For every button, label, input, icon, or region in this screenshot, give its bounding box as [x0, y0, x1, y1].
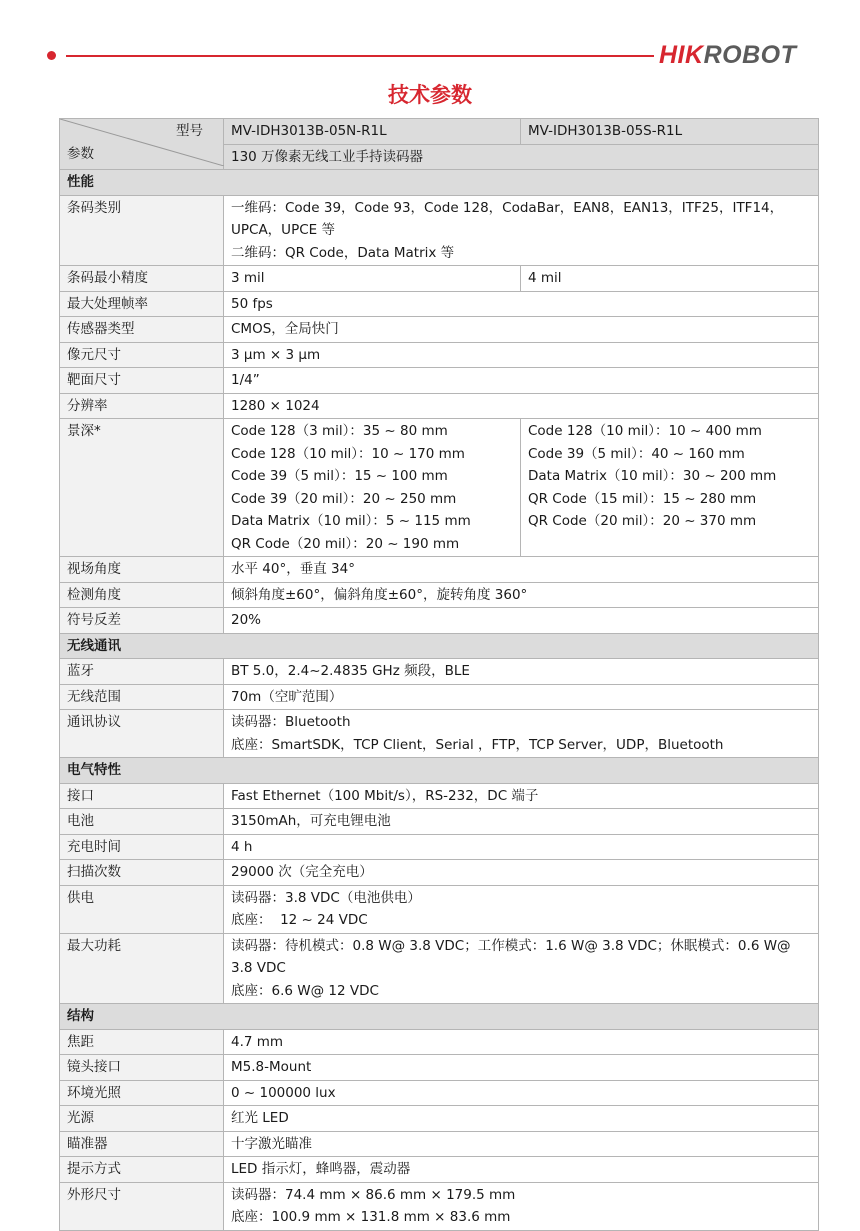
row-value: 倾斜角度±60°，偏斜角度±60°，旋转角度 360°	[224, 582, 819, 608]
table-row	[60, 266, 819, 292]
corner-param-label: 参数	[67, 145, 94, 162]
row-value: 3 μm × 3 μm	[224, 342, 819, 368]
row-value: 4.7 mm	[224, 1029, 819, 1055]
row-value: 0 ~ 100000 lux	[224, 1080, 819, 1106]
row-value-b: 4 mil	[521, 266, 819, 292]
row-value-a: Code 128（3 mil）：35 ~ 80 mm Code 128（10 mil）：10 ~ 170 mm Code 39（5 mil）：15 ~ 100 mm Code 39（20 mil）：20 ~ 250 mm Data Matrix（10 mil）：5 ~ 115 mm QR Code（20 mil）：20 ~ 190 mm	[224, 419, 521, 557]
table-row	[60, 783, 819, 809]
table-row	[60, 885, 819, 933]
row-value: CMOS，全局快门	[224, 317, 819, 343]
table-row	[60, 860, 819, 886]
row-value: 红光 LED	[224, 1106, 819, 1132]
row-label: 电池	[60, 809, 224, 835]
table-row	[60, 317, 819, 343]
row-label: 条码最小精度	[60, 266, 224, 292]
hikrobot-logo: HIKROBOT	[659, 41, 797, 69]
row-value: 4 h	[224, 834, 819, 860]
table-row	[60, 710, 819, 758]
row-label: 传感器类型	[60, 317, 224, 343]
spec-table	[59, 118, 819, 1231]
row-label: 光源	[60, 1106, 224, 1132]
table-row	[60, 195, 819, 266]
row-value: 50 fps	[224, 291, 819, 317]
row-value: LED 指示灯，蜂鸣器，震动器	[224, 1157, 819, 1183]
table-row	[60, 809, 819, 835]
table-row	[60, 557, 819, 583]
row-label: 无线范围	[60, 684, 224, 710]
row-label: 条码类别	[60, 195, 224, 266]
section-structure: 结构	[60, 1004, 819, 1030]
row-value: 70m（空旷范围）	[224, 684, 819, 710]
table-row	[60, 1182, 819, 1230]
corner-model-label: 型号	[176, 123, 203, 139]
table-row	[60, 1055, 819, 1081]
row-label: 供电	[60, 885, 224, 933]
row-label: 环境光照	[60, 1080, 224, 1106]
row-label: 充电时间	[60, 834, 224, 860]
table-row	[60, 684, 819, 710]
row-label: 蓝牙	[60, 659, 224, 685]
row-label: 外形尺寸	[60, 1182, 224, 1230]
corner-header-cell	[60, 119, 224, 170]
row-value-a: 3 mil	[224, 266, 521, 292]
table-row	[60, 342, 819, 368]
model-b-name: MV-IDH3013B-05S-R1L	[521, 119, 819, 145]
row-label: 通讯协议	[60, 710, 224, 758]
row-value: 29000 次（完全充电）	[224, 860, 819, 886]
table-row	[60, 1106, 819, 1132]
row-value: M5.8-Mount	[224, 1055, 819, 1081]
table-row	[60, 834, 819, 860]
row-value: 一维码：Code 39，Code 93，Code 128，CodaBar，EAN8，EAN13，ITF25，ITF14， UPCA，UPCE 等 二维码：QR Code，Data Matrix 等	[224, 195, 819, 266]
row-value-b: Code 128（10 mil）：10 ~ 400 mm Code 39（5 mil）：40 ~ 160 mm Data Matrix（10 mil）：30 ~ 200 mm QR Code（15 mil）：15 ~ 280 mm QR Code（20 mil）：20 ~ 370 mm	[521, 419, 819, 557]
page-title: 技术参数	[388, 83, 472, 107]
row-value: BT 5.0，2.4~2.4835 GHz 频段，BLE	[224, 659, 819, 685]
row-value: 读码器：3.8 VDC（电池供电） 底座： 12 ~ 24 VDC	[224, 885, 819, 933]
section-electrical: 电气特性	[60, 758, 819, 784]
row-label: 接口	[60, 783, 224, 809]
table-row	[60, 291, 819, 317]
row-label: 最大功耗	[60, 933, 224, 1004]
table-row	[60, 393, 819, 419]
row-value: 水平 40°，垂直 34°	[224, 557, 819, 583]
table-row	[60, 582, 819, 608]
row-value: 读码器：74.4 mm × 86.6 mm × 179.5 mm 底座：100.9 mm × 131.8 mm × 83.6 mm	[224, 1182, 819, 1230]
table-row	[60, 933, 819, 1004]
row-label: 像元尺寸	[60, 342, 224, 368]
row-value: Fast Ethernet（100 Mbit/s），RS-232，DC 端子	[224, 783, 819, 809]
row-value: 20%	[224, 608, 819, 634]
row-value: 1/4”	[224, 368, 819, 394]
row-label: 视场角度	[60, 557, 224, 583]
row-label: 检测角度	[60, 582, 224, 608]
row-value: 读码器：待机模式：0.8 W@ 3.8 VDC；工作模式：1.6 W@ 3.8 VDC；休眠模式：0.6 W@ 3.8 VDC 底座：6.6 W@ 12 VDC	[224, 933, 819, 1004]
row-value: 3150mAh，可充电锂电池	[224, 809, 819, 835]
row-label: 符号反差	[60, 608, 224, 634]
table-row	[60, 1029, 819, 1055]
row-label: 提示方式	[60, 1157, 224, 1183]
table-row	[60, 659, 819, 685]
section-performance: 性能	[60, 170, 819, 196]
row-value: 十字激光瞄准	[224, 1131, 819, 1157]
table-row	[60, 1080, 819, 1106]
table-row	[60, 608, 819, 634]
table-header-row	[60, 119, 819, 145]
row-label: 最大处理帧率	[60, 291, 224, 317]
row-label: 镜头接口	[60, 1055, 224, 1081]
header-red-dot	[47, 51, 56, 60]
header-red-line	[66, 55, 654, 57]
model-a-name: MV-IDH3013B-05N-R1L	[224, 119, 521, 145]
row-label: 分辨率	[60, 393, 224, 419]
row-label: 景深*	[60, 419, 224, 557]
row-value: 读码器：Bluetooth 底座：SmartSDK，TCP Client，Serial ，FTP，TCP Server，UDP，Bluetooth	[224, 710, 819, 758]
table-row	[60, 1131, 819, 1157]
table-row	[60, 368, 819, 394]
row-label: 靶面尺寸	[60, 368, 224, 394]
row-value: 1280 × 1024	[224, 393, 819, 419]
table-row	[60, 419, 819, 557]
section-wireless: 无线通讯	[60, 633, 819, 659]
row-label: 扫描次数	[60, 860, 224, 886]
row-label: 瞄准器	[60, 1131, 224, 1157]
product-description: 130 万像素无线工业手持读码器	[224, 144, 819, 170]
row-label: 焦距	[60, 1029, 224, 1055]
table-row	[60, 1157, 819, 1183]
